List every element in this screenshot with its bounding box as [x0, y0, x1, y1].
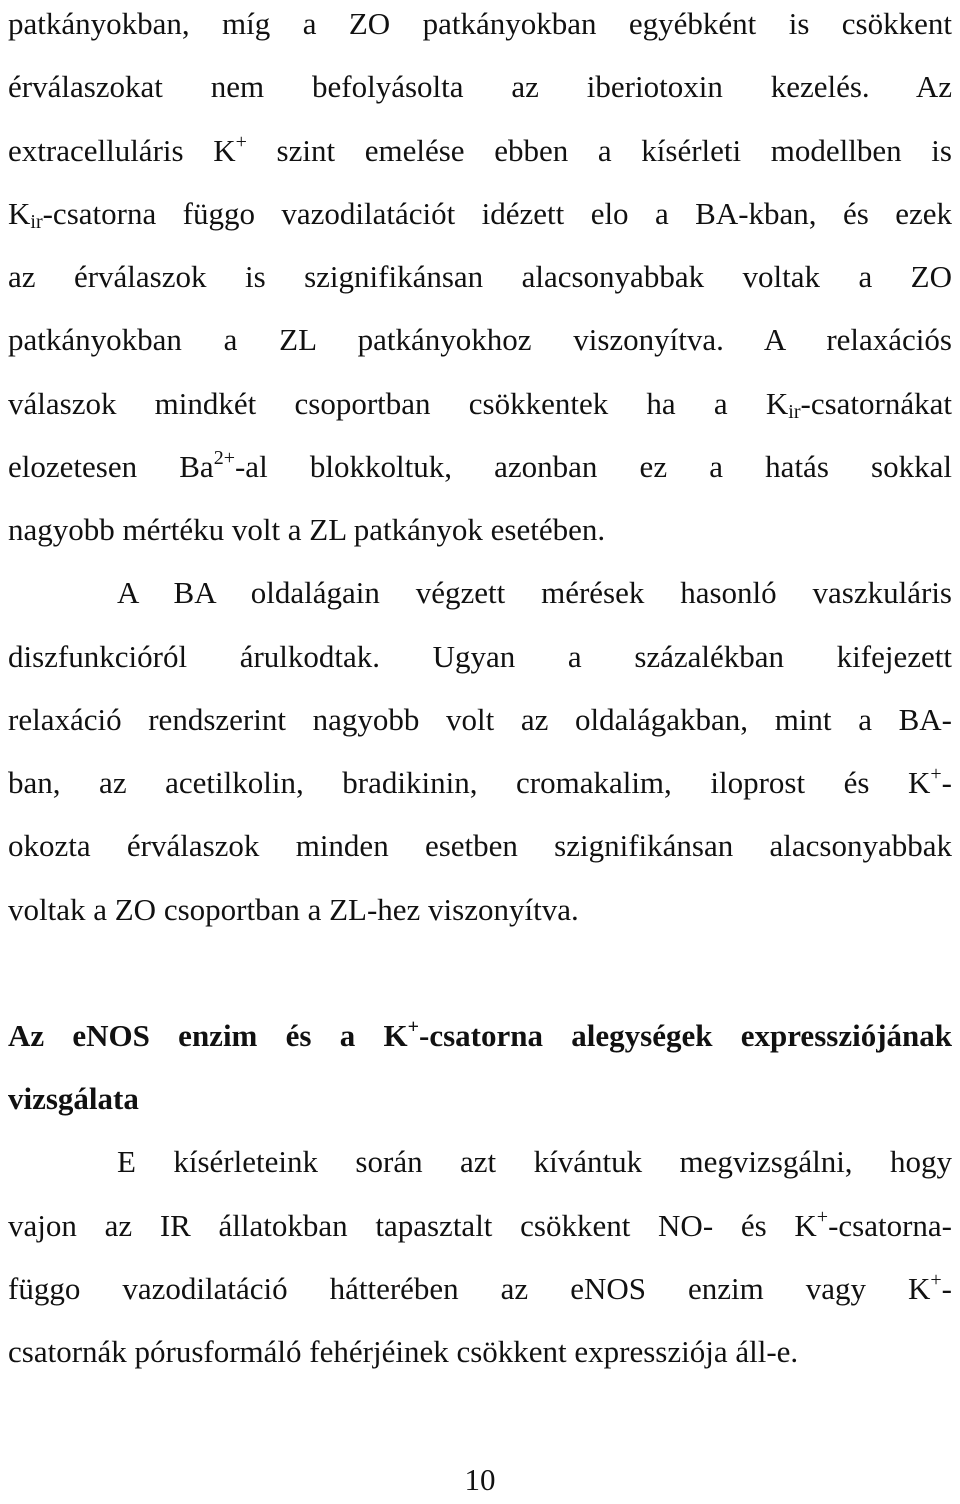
- text-line: voltak a ZO csoportban a ZL-hez viszonyítva.: [8, 892, 579, 927]
- text-line: elozetesen $Ba^{2+}-al$ blokkoltuk, azonban ez a hatás sokkal: [8, 447, 952, 484]
- text-line: függo vazodilatáció hátterében az eNOS enzim vagy K+-: [8, 1269, 952, 1306]
- text-line: nagyobb mértéku volt a ZL patkányok esetében.: [8, 512, 606, 547]
- text-line: okozta érválaszok minden esetben szignifikánsan alacsonyabbak: [8, 828, 952, 863]
- text-line: E kísérleteink során azt kívántuk megvizsgálni, hogy: [117, 1144, 952, 1179]
- text-line: ban, az acetilkolin, bradikinin, cromakalim, iloprost és K+-: [8, 763, 952, 800]
- text-line: A BA oldalágain végzett mérések hasonló vaszkuláris: [117, 575, 952, 610]
- heading-line: vizsgálata: [8, 1081, 139, 1116]
- text-line: patkányokban a ZL patkányokhoz viszonyítva. A relaxációs: [8, 322, 952, 357]
- text-line: diszfunkcióról árulkodtak. Ugyan a százalékban kifejezett: [8, 639, 952, 674]
- page-number: 10: [464, 1462, 496, 1497]
- text-line: válaszok mindkét csoportban csökkentek ha a $K_{ir}$-csatornákat: [8, 386, 952, 423]
- text-line: extracelluláris K+ szint emelése ebben a kísérleti modellben is: [8, 131, 952, 168]
- text-line: az érválaszok is szignifikánsan alacsonyabbak voltak a ZO: [8, 259, 952, 294]
- heading-line: Az eNOS enzim és a K+-csatorna alegységek expressziójának: [8, 1016, 952, 1053]
- text-line: patkányokban, míg a ZO patkányokban egyébként is csökkent: [8, 6, 952, 41]
- text-line: csatornák pórusformáló fehérjéinek csökkent expressziója áll-e.: [8, 1334, 799, 1369]
- text-line: relaxáció rendszerint nagyobb volt az oldalágakban, mint a BA-: [8, 702, 952, 737]
- text-line: $K_{ir}$-csatorna függo vazodilatációt idézett elo a BA-kban, és ezek: [8, 196, 952, 233]
- text-line: vajon az IR állatokban tapasztalt csökkent NO- és K+-csatorna-: [8, 1206, 952, 1243]
- text-line: érválaszokat nem befolyásolta az iberiotoxin kezelés. Az: [8, 69, 952, 104]
